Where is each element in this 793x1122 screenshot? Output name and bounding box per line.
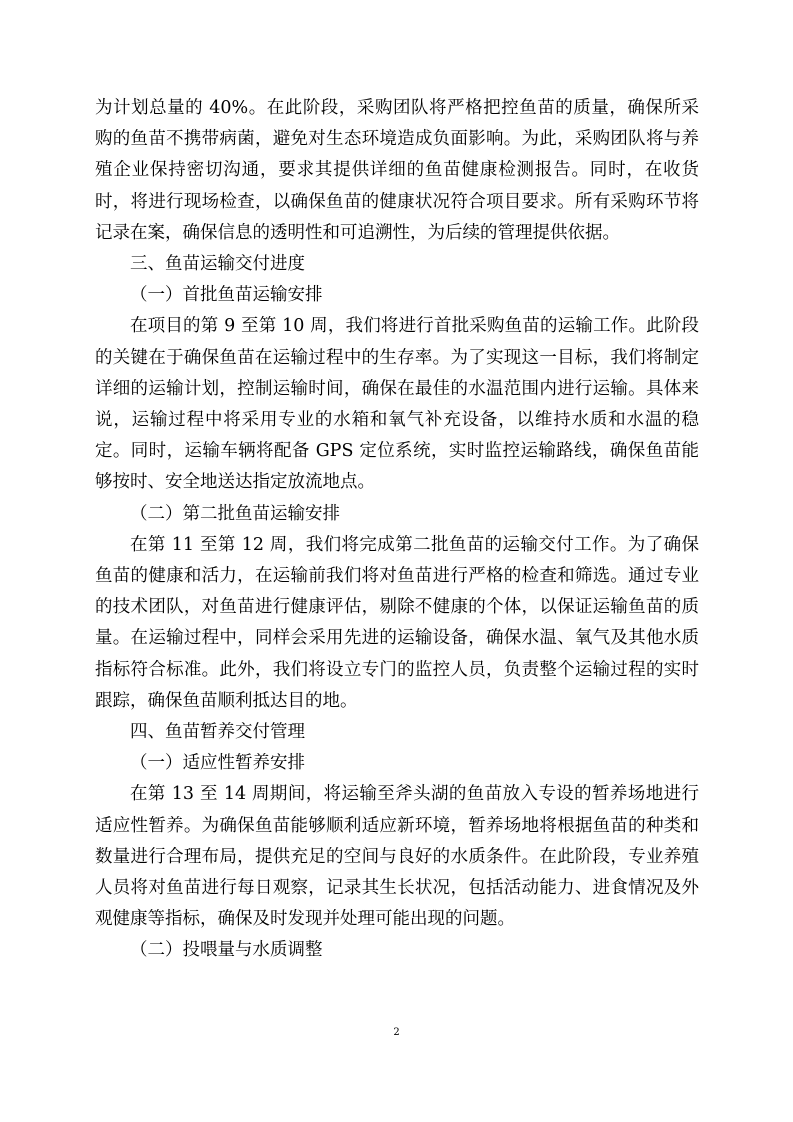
body-paragraph-second-batch: 在第 11 至第 12 周，我们将完成第二批鱼苗的运输交付工作。为了确保鱼苗的健康和活力，在运输前我们将对鱼苗进行严格的检查和筛选。通过专业的技术团队，对鱼苗进行健康评估，剔除不健康的个体，以保证运输鱼苗的质量。在运输过程中，同样会采用先进的运输设备，确保水温、氧气及其他水质指标符合标准。此外，我们将设立专门的监控人员，负责整个运输过程的实时跟踪，确保鱼苗顺利抵达目的地。 (95, 534, 699, 711)
sub-heading-second-batch: （二）第二批鱼苗运输安排 (130, 503, 340, 524)
document-body (95, 93, 699, 967)
body-paragraph-adaptive-holding: 在第 13 至 14 周期间，将运输至斧头湖的鱼苗放入专设的暂养场地进行适应性暂养。为确保鱼苗能够顺利适应新环境，暂养场地将根据鱼苗的种类和数量进行合理布局，提供充足的空间与良好的水质条件。在此阶段，专业养殖人员将对鱼苗进行每日观察，记录其生长状况，包括活动能力、进食情况及外观健康等指标，确保及时发现并处理可能出现的问题。 (95, 784, 699, 930)
page-number: 2 (393, 1027, 400, 1038)
body-paragraph-continued: 为计划总量的 40%。在此阶段，采购团队将严格把控鱼苗的质量，确保所采购的鱼苗不携带病菌，避免对生态环境造成负面影响。为此，采购团队将与养殖企业保持密切沟通，要求其提供详细的鱼苗健康检测报告。同时，在收货时，将进行现场检查，以确保鱼苗的健康状况符合项目要求。所有采购环节将记录在案，确保信息的透明性和可追溯性，为后续的管理提供依据。 (95, 98, 699, 243)
sub-heading-feeding-water: （二）投喂量与水质调整 (130, 940, 323, 961)
sub-heading-adaptive-holding: （一）适应性暂养安排 (130, 753, 305, 774)
section-heading-holding: 四、鱼苗暂养交付管理 (130, 722, 305, 743)
sub-heading-first-batch: （一）首批鱼苗运输安排 (130, 285, 323, 306)
body-paragraph-first-batch: 在项目的第 9 至第 10 周，我们将进行首批采购鱼苗的运输工作。此阶段的关键在于确保鱼苗在运输过程中的生存率。为了实现这一目标，我们将制定详细的运输计划，控制运输时间，确保在最佳的水温范围内进行运输。具体来说，运输过程中将采用专业的水箱和氧气补充设备，以维持水质和水温的稳定。同时，运输车辆将配备 GPS 定位系统，实时监控运输路线，确保鱼苗能够按时、安全地送达指定放流地点。 (95, 316, 699, 493)
section-heading-transport: 三、鱼苗运输交付进度 (130, 254, 305, 275)
